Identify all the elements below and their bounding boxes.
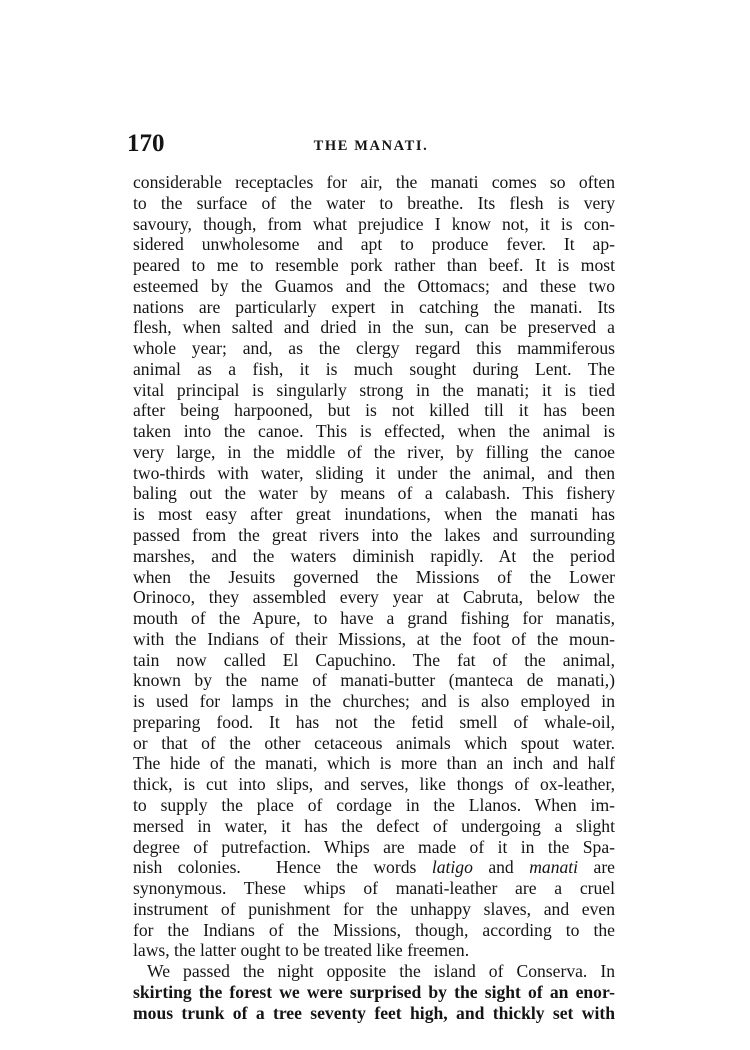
text-line: baling out the water by means of a calabash. This fishery xyxy=(133,483,615,504)
text-line: The hide of the manati, which is more than an inch and half xyxy=(133,753,615,774)
text-line: mouth of the Apure, to have a grand fishing for manatis, xyxy=(133,608,615,629)
text-line: when the Jesuits governed the Missions of the Lower xyxy=(133,566,615,587)
text-line: or that of the other cetaceous animals which spout water. xyxy=(133,732,615,753)
text-line: two-thirds with water, sliding it under the animal, and then xyxy=(133,462,615,483)
text-line: is most easy after great inundations, when the manati has xyxy=(133,504,615,525)
text-line: marshes, and the waters diminish rapidly. At the period xyxy=(133,545,615,566)
text-line: Orinoco, they assembled every year at Cabruta, below the xyxy=(133,587,615,608)
text-line: tain now called El Capuchino. The fat of the animal, xyxy=(133,649,615,670)
text-line: nations are particularly expert in catching the manati. Its xyxy=(133,296,615,317)
text-line: skirting the forest we were surprised by the sight of an enor- xyxy=(133,981,615,1002)
text-line: mersed in water, it has the defect of undergoing a slight xyxy=(133,815,615,836)
text-line: for the Indians of the Missions, though, according to the xyxy=(133,919,615,940)
text-line: vital principal is singularly strong in the manati; it is tied xyxy=(133,379,615,400)
text-line: synonymous. These whips of manati-leather are a cruel xyxy=(133,878,615,899)
italic-word-manati: manati xyxy=(529,857,579,878)
text-fragment: and xyxy=(472,857,530,878)
text-line: known by the name of manati-butter (manteca de manati,) xyxy=(133,670,615,691)
text-fragment: nish colonies. xyxy=(133,857,241,878)
text-line: thick, is cut into slips, and serves, like thongs of ox-leather, xyxy=(133,774,615,795)
text-line: after being harpooned, but is not killed till it has been xyxy=(133,400,615,421)
text-line: passed from the great rivers into the lakes and surrounding xyxy=(133,525,615,546)
text-line: to the surface of the water to breathe. Its flesh is very xyxy=(133,192,615,213)
running-title: THE MANATI. xyxy=(313,138,429,154)
page-number: 170 xyxy=(127,130,165,157)
text-line: very large, in the middle of the river, by filling the canoe xyxy=(133,441,615,462)
text-line: savoury, though, from what prejudice I know not, it is con- xyxy=(133,213,615,234)
text-line: animal as a fish, it is much sought during Lent. The xyxy=(133,358,615,379)
text-fragment: are xyxy=(578,857,615,878)
running-head xyxy=(127,130,615,160)
text-line: degree of putrefaction. Whips are made of it in the Spa- xyxy=(133,836,615,857)
body-text xyxy=(133,172,615,1023)
text-line: to supply the place of cordage in the Llanos. When im- xyxy=(133,794,615,815)
paragraph-start-line: We passed the night opposite the island of Conserva. In xyxy=(147,961,615,982)
text-line: considerable receptacles for air, the manati comes so often xyxy=(133,172,615,192)
text-line: taken into the canoe. This is effected, when the animal is xyxy=(133,421,615,442)
text-line: esteemed by the Guamos and the Ottomacs; and these two xyxy=(133,275,615,296)
text-line: mous trunk of a tree seventy feet high, and thickly set with xyxy=(133,1002,615,1023)
text-line: sidered unwholesome and apt to produce fever. It ap- xyxy=(133,234,615,255)
text-line: whole year; and, as the clergy regard this mammiferous xyxy=(133,338,615,359)
text-line: preparing food. It has not the fetid smell of whale-oil, xyxy=(133,711,615,732)
text-fragment: Hence the words xyxy=(276,857,432,878)
text-line-with-italics xyxy=(133,857,615,878)
text-line: instrument of punishment for the unhappy slaves, and even xyxy=(133,898,615,919)
paragraph-end-line: laws, the latter ought to be treated like freemen. xyxy=(133,940,470,961)
text-line: is used for lamps in the churches; and is also employed in xyxy=(133,691,615,712)
text-line: with the Indians of their Missions, at the foot of the moun- xyxy=(133,628,615,649)
text-line: flesh, when salted and dried in the sun, can be preserved a xyxy=(133,317,615,338)
italic-word-latigo: latigo xyxy=(431,857,473,878)
text-line: peared to me to resemble pork rather than beef. It is most xyxy=(133,255,615,276)
